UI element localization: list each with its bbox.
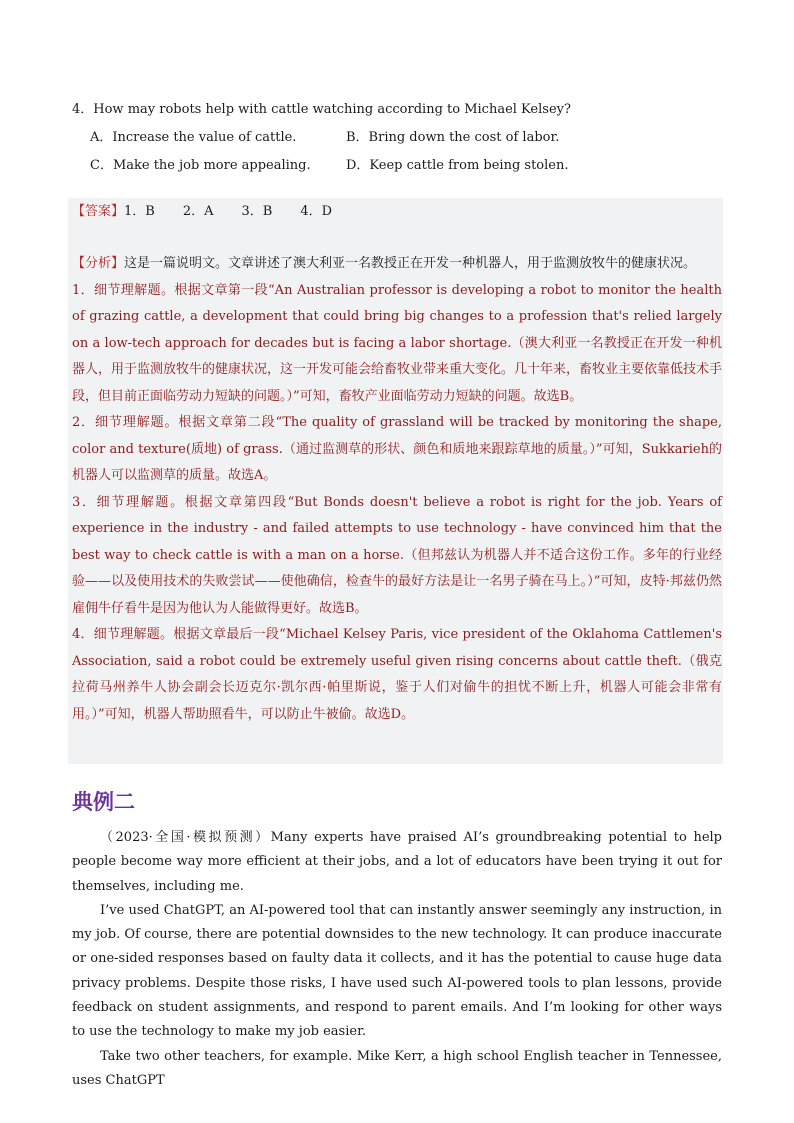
section-title: 典例二 — [72, 790, 135, 814]
option-d: D．Keep cattle from being stolen. — [346, 158, 569, 173]
reading-passage — [72, 826, 722, 1093]
analysis-point-2: 2．细节理解题。根据文章第二段“The quality of grassland will be tracked by monitoring the shape, color and texture(质地) of grass.（通过监测草的形状、颜色和质地来跟踪草地的质量。）”可知，Sukkarieh的机器人可以监测草的质量。故选A。 — [72, 415, 722, 483]
answer-item: 2．A — [182, 204, 214, 219]
analysis-intro-text: 这是一篇说明文。文章讲述了澳大利亚一名教授正在开发一种机器人，用于监测放牧牛的健康状况。 — [124, 256, 697, 271]
option-b: B．Bring down the cost of labor. — [346, 130, 560, 145]
question-stem: 4．How may robots help with cattle watching according to Michael Kelsey? — [72, 102, 571, 117]
option-a: A．Increase the value of cattle. — [90, 130, 297, 145]
analysis-block — [72, 251, 722, 728]
answer-label: 【答案】 — [72, 204, 125, 219]
answer-item: 1．B — [124, 204, 155, 219]
options-row-1 — [72, 124, 722, 152]
analysis-point-1: 1．细节理解题。根据文章第一段“An Australian professor is developing a robot to monitor the health of grazing cattle, a development that could bring big changes to a profession that's relied largely on a low-tech approach for decades but is facing a labor shortage.（澳大利亚一名教授正在开发一种机器人，用于监测放牧牛的健康状况，这一开发可能会给畜牧业带来重大变化。几十年来，畜牧业主要依靠低技术手段，但目前正面临劳动力短缺的问题。）”可知，畜牧产业面临劳动力短缺的问题。故选B。 — [72, 282, 723, 404]
passage-paragraph-1: （2023·全国·模拟预测）Many experts have praised AI’s groundbreaking potential to help people become way more efficient at their jobs, and a lot of educators have been trying it out for themselves, including me. — [72, 830, 722, 894]
analysis-point-3: 3．细节理解题。根据文章第四段“But Bonds doesn't believe a robot is right for the job. Years of experience in the industry - and failed attempts to use technology - have convinced him that the best way to check cattle is with a man on a horse.（但邦兹认为机器人并不适合这份工作。多年的行业经验——以及使用技术的失败尝试——使他确信，检查牛的最好方法是让一名男子骑在马上。）”可知，皮特·邦兹仍然雇佣牛仔看牛是因为他认为人能做得更好。故选B。 — [72, 494, 722, 616]
options-row-2 — [72, 152, 722, 180]
answer-item: 3．B — [241, 204, 273, 219]
answer-items — [124, 204, 360, 219]
question-4 — [72, 96, 722, 180]
passage-paragraph-3: Take two other teachers, for example. Mike Kerr, a high school English teacher in Tennessee, uses ChatGPT — [72, 1048, 722, 1088]
analysis-point-4: 4．细节理解题。根据文章最后一段“Michael Kelsey Paris, vice president of the Oklahoma Cattlemen's Association, said a robot could be extremely useful given rising concerns about cattle theft.（俄克拉荷马州养牛人协会副会长迈克尔·凯尔西·帕里斯说，鉴于人们对偷牛的担忧不断上升，机器人可能会非常有用。）”可知，机器人帮助照看牛，可以防止牛被偷。故选D。 — [72, 627, 722, 722]
analysis-intro — [72, 251, 722, 278]
option-c: C．Make the job more appealing. — [90, 158, 311, 173]
analysis-label: 【分析】 — [72, 256, 125, 271]
passage-paragraph-2: I’ve used ChatGPT, an AI-powered tool that can instantly answer seemingly any instruction, in my job. Of course, there are potential downsides to the new technology. It can produce inaccurate or one-sided responses based on faulty data it collects, and it has the potential to cause huge data privacy problems. Despite those risks, I have used such AI-powered tools to plan lessons, provide feedback on student assignments, and respond to parent emails. And I’m looking for other ways to use the technology to make my job easier. — [72, 902, 722, 1040]
answer-item: 4．D — [300, 204, 333, 219]
answer-line — [72, 202, 360, 222]
